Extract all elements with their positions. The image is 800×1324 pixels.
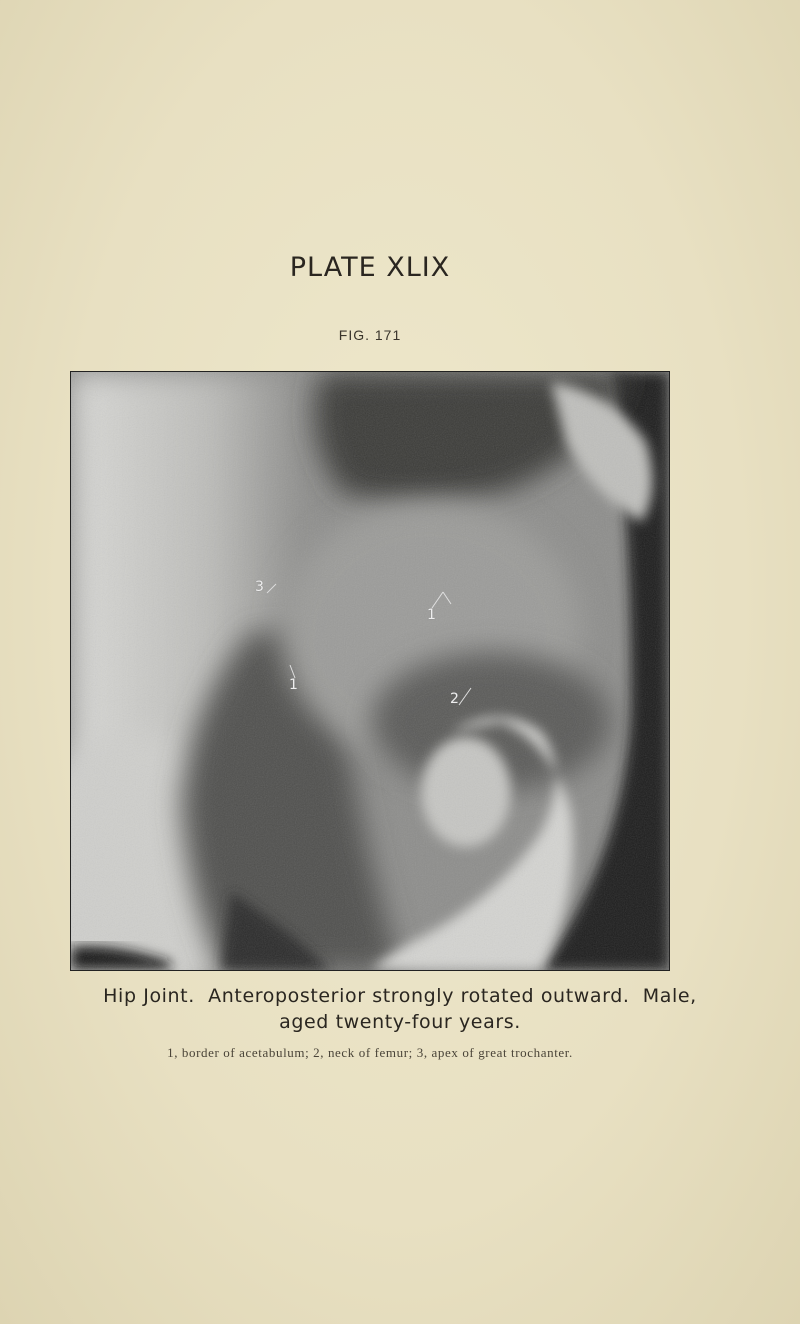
marker-3: 3 (255, 579, 264, 595)
plate-title: PLATE XLIX (289, 252, 451, 283)
marker-2: 2 (450, 691, 459, 707)
pointer-1b (290, 665, 295, 678)
caption-key: 1, border of acetabulum; 2, neck of femur; 3, apex of great trochanter. (167, 1045, 573, 1060)
pointer-1a-tip (443, 592, 451, 604)
pointer-1a (432, 592, 443, 608)
marker-1-acetabulum: 1 (427, 607, 436, 623)
pointer-3 (267, 584, 276, 593)
figure-label: FIG. 171 (338, 327, 402, 343)
pointer-2 (459, 688, 471, 705)
hip-radiograph (70, 371, 670, 971)
figure-caption (0, 983, 800, 1035)
marker-pointers (71, 372, 669, 970)
caption-line-2: aged twenty-four years. (279, 1011, 521, 1033)
marker-1-border: 1 (289, 677, 298, 693)
caption-line-1: Hip Joint. Anteroposterior strongly rotated outward. Male, (103, 985, 697, 1007)
